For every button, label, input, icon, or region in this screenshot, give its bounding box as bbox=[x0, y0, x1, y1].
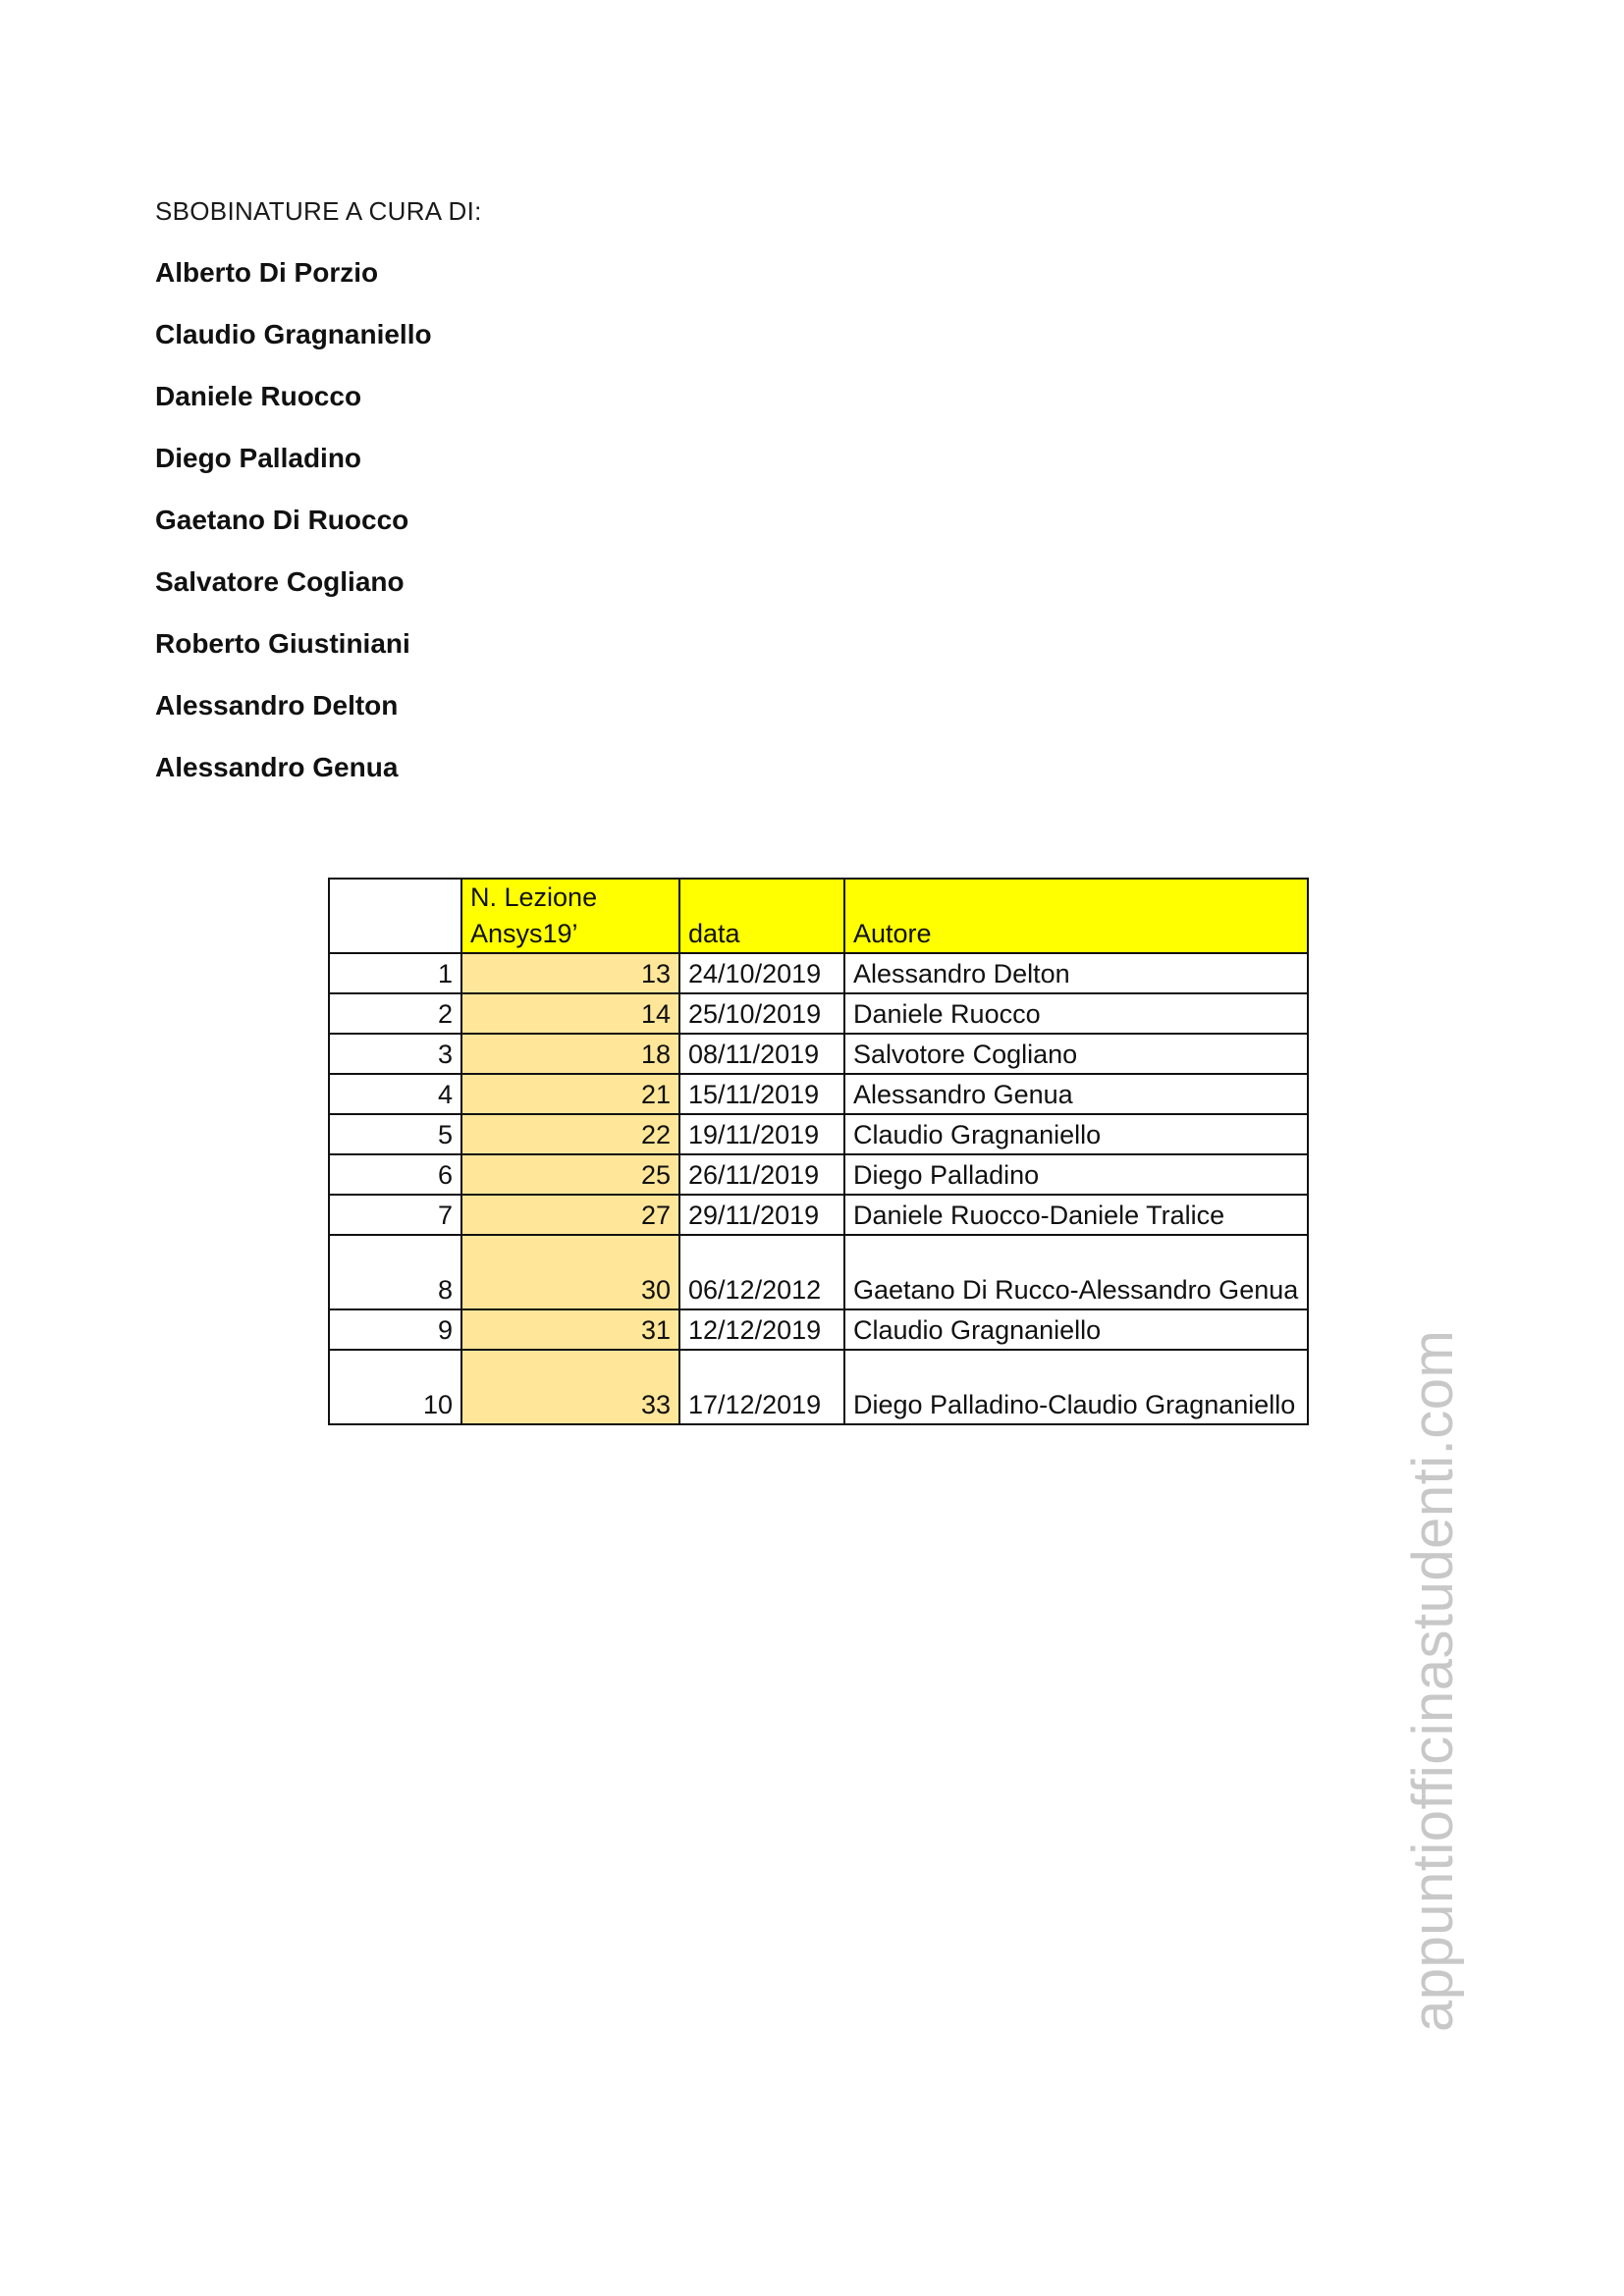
author-list bbox=[155, 257, 432, 814]
row-index: 7 bbox=[329, 1195, 461, 1235]
credits-heading: SBOBINATURE A CURA DI: bbox=[155, 196, 482, 226]
table-row bbox=[329, 1309, 1308, 1350]
row-index: 1 bbox=[329, 953, 461, 993]
index-column-header bbox=[329, 879, 461, 953]
lesson-author: Alessandro Delton bbox=[844, 953, 1308, 993]
lesson-date: 08/11/2019 bbox=[679, 1034, 844, 1074]
lesson-number: 31 bbox=[461, 1309, 679, 1350]
table-row bbox=[329, 1034, 1308, 1074]
lesson-date: 06/12/2012 bbox=[679, 1235, 844, 1309]
lesson-number: 25 bbox=[461, 1154, 679, 1195]
row-index: 8 bbox=[329, 1235, 461, 1309]
lesson-number: 14 bbox=[461, 993, 679, 1034]
lesson-author: Daniele Ruocco bbox=[844, 993, 1308, 1034]
lesson-date: 12/12/2019 bbox=[679, 1309, 844, 1350]
row-index: 4 bbox=[329, 1074, 461, 1114]
row-index: 10 bbox=[329, 1350, 461, 1424]
lesson-number: 21 bbox=[461, 1074, 679, 1114]
lesson-author: Gaetano Di Rucco-Alessandro Genua bbox=[844, 1235, 1308, 1309]
table-row bbox=[329, 953, 1308, 993]
lesson-number: 13 bbox=[461, 953, 679, 993]
author-name: Diego Palladino bbox=[155, 443, 362, 473]
lesson-date: 24/10/2019 bbox=[679, 953, 844, 993]
lesson-author: Claudio Gragnaniello bbox=[844, 1309, 1308, 1350]
row-index: 2 bbox=[329, 993, 461, 1034]
table-row bbox=[329, 1074, 1308, 1114]
author-name: Salvatore Cogliano bbox=[155, 566, 405, 597]
table-row bbox=[329, 1350, 1308, 1424]
lesson-number: 22 bbox=[461, 1114, 679, 1154]
author-column-header: Autore bbox=[844, 879, 1308, 953]
table-row bbox=[329, 1235, 1308, 1309]
lesson-author: Claudio Gragnaniello bbox=[844, 1114, 1308, 1154]
lesson-column-header: N. Lezione Ansys19’ bbox=[461, 879, 679, 953]
row-index: 5 bbox=[329, 1114, 461, 1154]
date-column-header: data bbox=[679, 879, 844, 953]
author-name: Claudio Gragnaniello bbox=[155, 319, 432, 349]
lesson-author: Diego Palladino-Claudio Gragnaniello bbox=[844, 1350, 1308, 1424]
author-name: Alessandro Genua bbox=[155, 752, 399, 782]
author-name: Alessandro Delton bbox=[155, 690, 399, 721]
author-name: Alberto Di Porzio bbox=[155, 257, 379, 288]
author-name: Gaetano Di Ruocco bbox=[155, 505, 409, 535]
lesson-number: 30 bbox=[461, 1235, 679, 1309]
row-index: 9 bbox=[329, 1309, 461, 1350]
table-row bbox=[329, 1195, 1308, 1235]
lesson-author: Alessandro Genua bbox=[844, 1074, 1308, 1114]
lessons-table bbox=[328, 878, 1309, 1425]
lesson-author: Diego Palladino bbox=[844, 1154, 1308, 1195]
watermark-text: appuntiofficinastudenti.com bbox=[1401, 1329, 1465, 2032]
table-row bbox=[329, 1114, 1308, 1154]
table-row bbox=[329, 993, 1308, 1034]
lesson-number: 27 bbox=[461, 1195, 679, 1235]
row-index: 6 bbox=[329, 1154, 461, 1195]
lesson-author: Salvotore Cogliano bbox=[844, 1034, 1308, 1074]
lesson-date: 19/11/2019 bbox=[679, 1114, 844, 1154]
row-index: 3 bbox=[329, 1034, 461, 1074]
lesson-date: 17/12/2019 bbox=[679, 1350, 844, 1424]
lesson-date: 25/10/2019 bbox=[679, 993, 844, 1034]
lesson-number: 33 bbox=[461, 1350, 679, 1424]
lesson-date: 29/11/2019 bbox=[679, 1195, 844, 1235]
author-name: Roberto Giustiniani bbox=[155, 628, 410, 659]
lesson-number: 18 bbox=[461, 1034, 679, 1074]
lesson-date: 15/11/2019 bbox=[679, 1074, 844, 1114]
table-row bbox=[329, 1154, 1308, 1195]
author-name: Daniele Ruocco bbox=[155, 381, 362, 411]
table-header-row bbox=[329, 879, 1308, 953]
lesson-date: 26/11/2019 bbox=[679, 1154, 844, 1195]
lesson-author: Daniele Ruocco-Daniele Tralice bbox=[844, 1195, 1308, 1235]
